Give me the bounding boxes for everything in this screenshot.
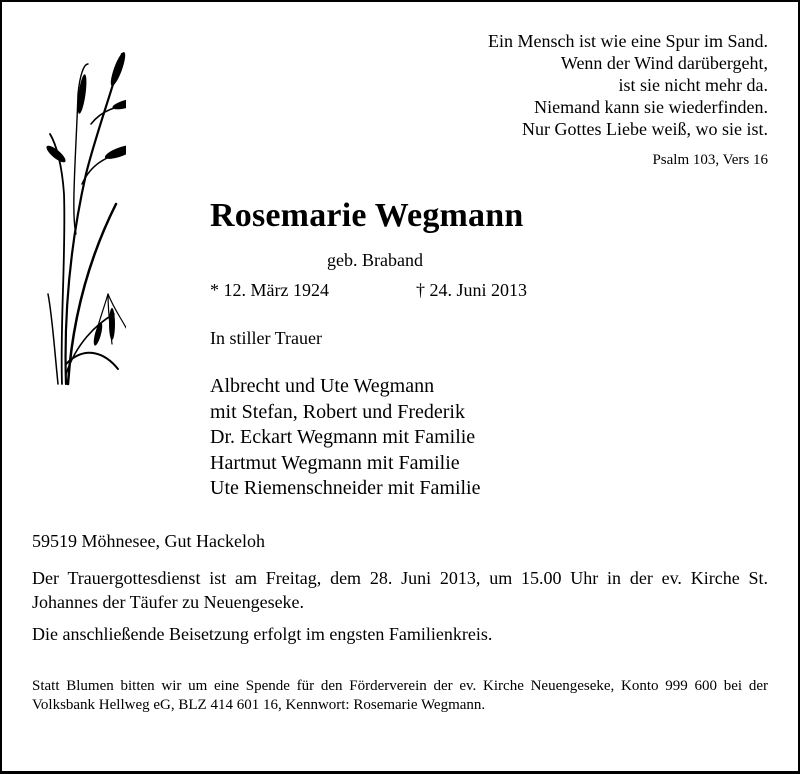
birth-date: * 12. März 1924: [210, 280, 329, 300]
family-line: Ute Riemenschneider mit Familie: [210, 477, 481, 499]
mourning-phrase: In stiller Trauer: [210, 328, 322, 348]
poem-line: ist sie nicht mehr da.: [618, 75, 768, 95]
address: 59519 Möhnesee, Gut Hackeloh: [32, 531, 265, 551]
donation-info: Statt Blumen bitten wir um eine Spende für den Förderverein der ev. Kirche Neuengeseke, Konto 999 600 bei der Volksbank Hellweg eG, BLZ 414 601 16, Kennwort: Rosemarie Wegmann.: [32, 678, 768, 713]
family-line: Hartmut Wegmann mit Familie: [210, 451, 460, 474]
grass-illustration-icon: [36, 24, 126, 394]
death-date: † 24. Juni 2013: [416, 280, 528, 300]
poem-line: Wenn der Wind darübergeht,: [560, 53, 768, 73]
poem-line: Nur Gottes Liebe weiß, wo sie ist.: [522, 119, 768, 139]
poem: [488, 30, 768, 140]
burial-info: Die anschließende Beisetzung erfolgt im engsten Familienkreis.: [32, 624, 493, 644]
poem-line: Niemand kann sie wiederfinden.: [534, 97, 768, 117]
service-info: Der Trauergottesdienst ist am Freitag, dem 28. Juni 2013, um 15.00 Uhr in der ev. Kirche St. Johannes der Täufer zu Neuengeseke.: [32, 568, 768, 612]
family-line: Albrecht und Ute Wegmann: [210, 375, 435, 397]
family-list: [210, 374, 481, 502]
poem-line: Ein Mensch ist wie eine Spur im Sand.: [488, 31, 768, 51]
maiden-name: geb. Braband: [327, 250, 423, 270]
poem-source: Psalm 103, Vers 16: [652, 152, 768, 168]
family-line: Dr. Eckart Wegmann mit Familie: [210, 426, 476, 448]
family-line: mit Stefan, Robert und Frederik: [210, 400, 465, 423]
deceased-name: Rosemarie Wegmann: [210, 197, 524, 234]
